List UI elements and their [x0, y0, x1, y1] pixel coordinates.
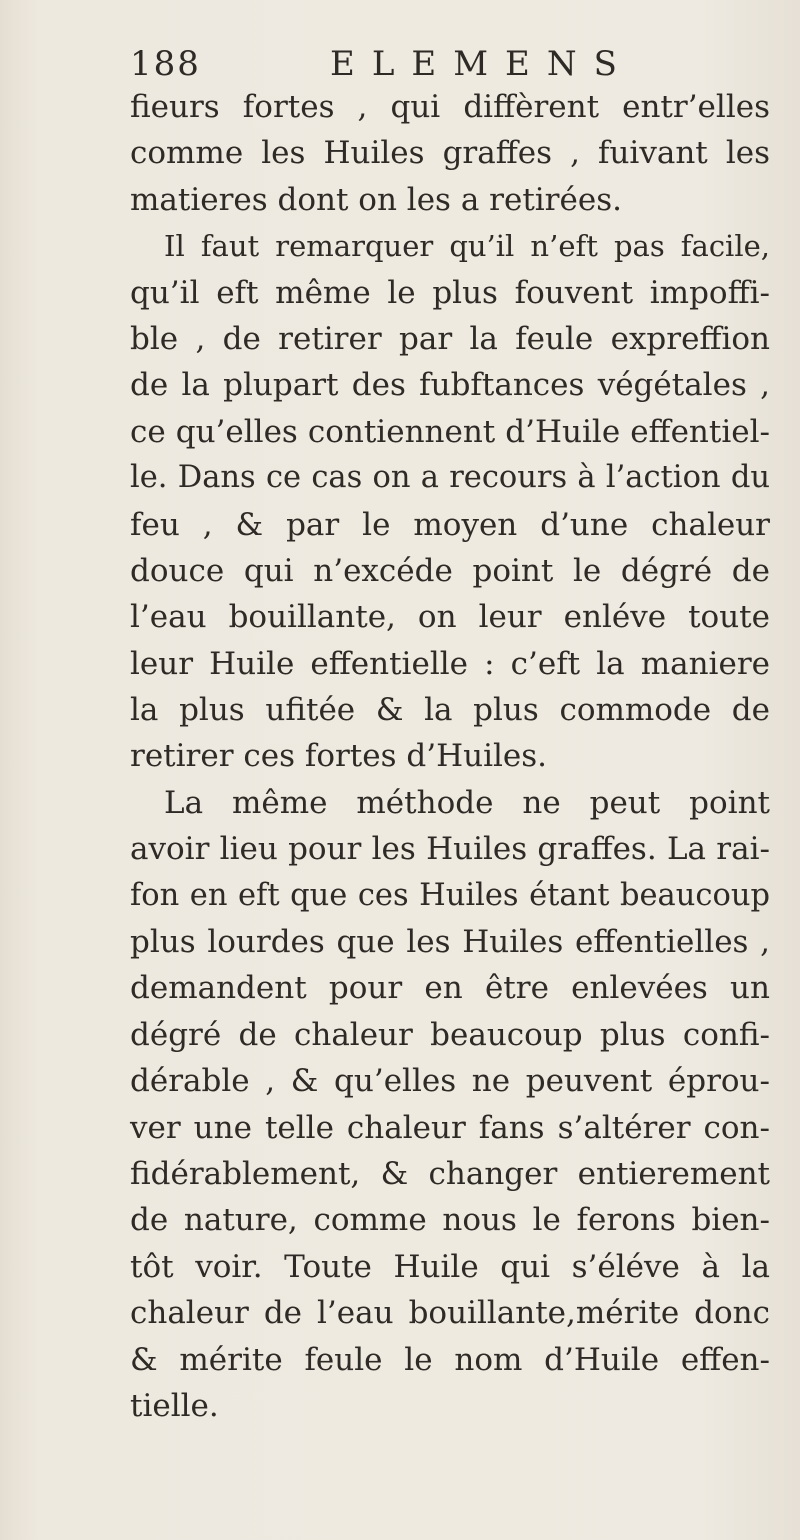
- text-line: fieurs fortes , qui diffèrent entr’elles: [130, 89, 770, 125]
- text-line: plus lourdes que les Huiles effentielles ,: [130, 924, 770, 961]
- body-text: [130, 84, 770, 1429]
- text-line: chaleur de l’eau bouillante,mérite donc: [130, 1295, 770, 1332]
- text-line: fon en eft que ces Huiles étant beaucoup: [130, 877, 770, 913]
- running-head: [130, 44, 690, 84]
- text-line: ce qu’elles contiennent d’Huile effentiel-: [130, 413, 770, 450]
- text-line: dérable , & qu’elles ne peuvent éprou-: [130, 1063, 770, 1100]
- text-line: & mérite feule le nom d’Huile effen-: [130, 1341, 770, 1378]
- running-title: ELEMENS: [330, 44, 634, 84]
- text-line: La même méthode ne peut point: [164, 784, 770, 821]
- text-line: matieres dont on les a retirées.: [130, 181, 622, 218]
- text-line: demandent pour en être enlevées un: [130, 970, 770, 1007]
- text-line: douce qui n’excéde point le dégré de: [130, 552, 770, 589]
- text-line: leur Huile effentielle : c’eft la maniere: [130, 645, 770, 682]
- text-line: ble , de retirer par la feule expreffion: [130, 320, 770, 357]
- text-line: le. Dans ce cas on a recours à l’action du: [130, 460, 770, 496]
- text-line: fidérablement, & changer entierement: [130, 1155, 770, 1192]
- text-line: retirer ces fortes d’Huiles.: [130, 738, 548, 775]
- text-line: avoir lieu pour les Huiles graffes. La rai-: [130, 831, 770, 868]
- text-line: de la plupart des fubftances végétales ,: [130, 367, 770, 404]
- text-line: tôt voir. Toute Huile qui s’éléve à la: [130, 1248, 770, 1285]
- text-line: de nature, comme nous le ferons bien-: [130, 1202, 770, 1239]
- text-line: qu’il eft même le plus fouvent impoffi-: [130, 274, 770, 311]
- page-number: 188: [130, 44, 201, 84]
- text-line: comme les Huiles graffes , fuivant les: [130, 135, 770, 172]
- text-line: feu , & par le moyen d’une chaleur: [130, 506, 770, 543]
- text-line: tielle.: [130, 1387, 219, 1424]
- text-line: la plus ufitée & la plus commode de: [130, 692, 770, 729]
- text-line: l’eau bouillante, on leur enléve toute: [130, 599, 770, 636]
- text-line: dégré de chaleur beaucoup plus confi-: [130, 1016, 770, 1053]
- text-line: ver une telle chaleur fans s’altérer con-: [130, 1109, 770, 1146]
- text-line: Il faut remarquer qu’il n’eft pas facile,: [164, 229, 770, 264]
